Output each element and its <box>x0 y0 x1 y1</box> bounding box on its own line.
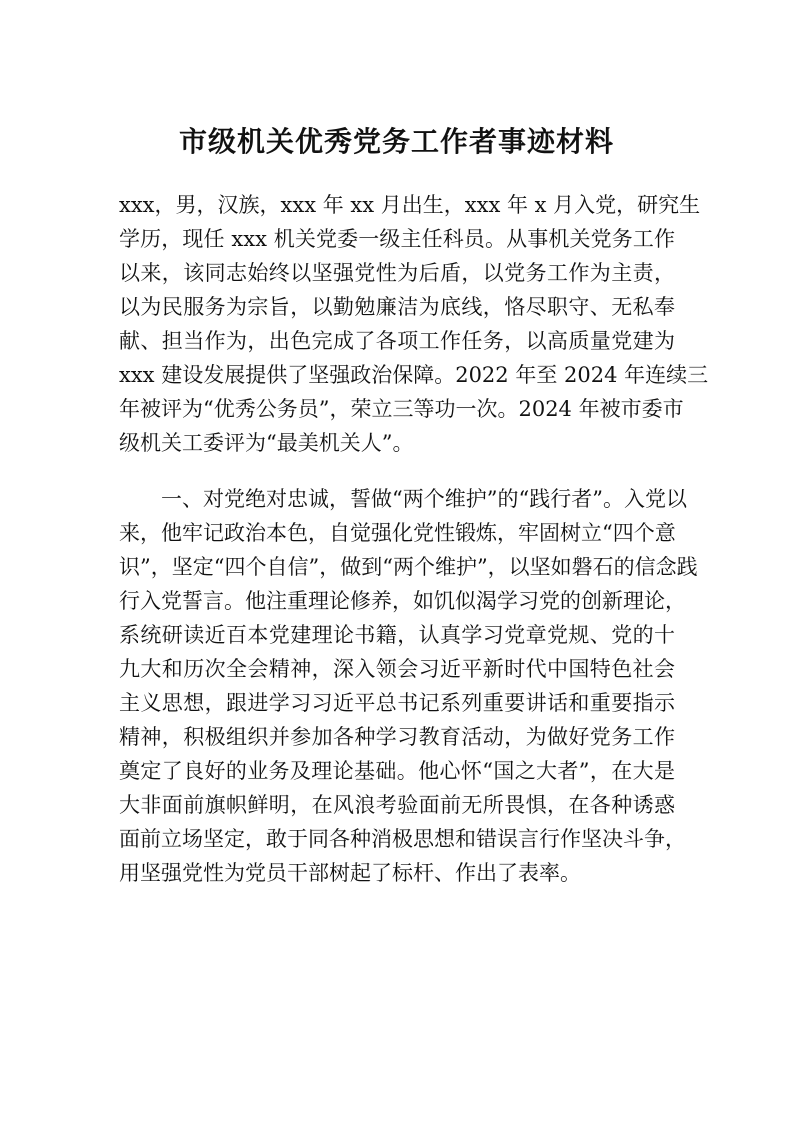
paragraph-line: 一、对党绝对忠诚，誓做“两个维护”的“践行者”。入党以 <box>119 487 687 511</box>
paragraph-line: 大非面前旗帜鲜明，在风浪考验面前无所畏惧，在各种诱惑 <box>119 793 675 817</box>
paragraph-line: 以来，该同志始终以坚强党性为后盾，以党务工作为主责， <box>119 261 675 285</box>
paragraph-line: 用坚强党性为党员干部树起了标杆、作出了表率。 <box>119 861 581 885</box>
paragraph-line: 年被评为“优秀公务员”，荣立三等功一次。2024 年被市委市 <box>119 397 684 421</box>
paragraph-line: 献、担当作为，出色完成了各项工作任务，以高质量党建为 <box>119 329 675 353</box>
paragraph-line: 行入党誓言。他注重理论修养，如饥似渴学习党的创新理论， <box>119 589 686 613</box>
paragraph-line: xxx，男，汉族，xxx 年 xx 月出生，xxx 年 x 月入党，研究生 <box>119 193 701 217</box>
paragraph-line: 九大和历次全会精神，深入领会习近平新时代中国特色社会 <box>119 657 675 681</box>
paragraph-line: 精神，积极组织并参加各种学习教育活动，为做好党务工作 <box>119 725 675 749</box>
paragraph-line: 面前立场坚定，敢于同各种消极思想和错误言行作坚决斗争， <box>119 827 686 851</box>
paragraph-line: xxx 建设发展提供了坚强政治保障。2022 年至 2024 年连续三 <box>119 363 709 387</box>
paragraph-line: 主义思想，跟进学习习近平总书记系列重要讲话和重要指示 <box>119 691 675 715</box>
paragraph-line: 来，他牢记政治本色，自觉强化党性锻炼，牢固树立“四个意 <box>119 521 676 545</box>
paragraph-line: 识”，坚定“四个自信”，做到“两个维护”，以坚如磐石的信念践 <box>119 555 698 579</box>
paragraph-line: 奠定了良好的业务及理论基础。他心怀“国之大者”，在大是 <box>119 759 675 783</box>
document-title: 市级机关优秀党务工作者事迹材料 <box>178 125 614 158</box>
paragraph-line: 以为民服务为宗旨，以勤勉廉洁为底线，恪尽职守、无私奉 <box>119 295 675 319</box>
paragraph-line: 系统研读近百本党建理论书籍，认真学习党章党规、党的十 <box>119 623 675 647</box>
paragraph-line: 学历，现任 xxx 机关党委一级主任科员。从事机关党务工作 <box>119 227 675 251</box>
paragraph-line: 级机关工委评为“最美机关人”。 <box>119 431 414 455</box>
